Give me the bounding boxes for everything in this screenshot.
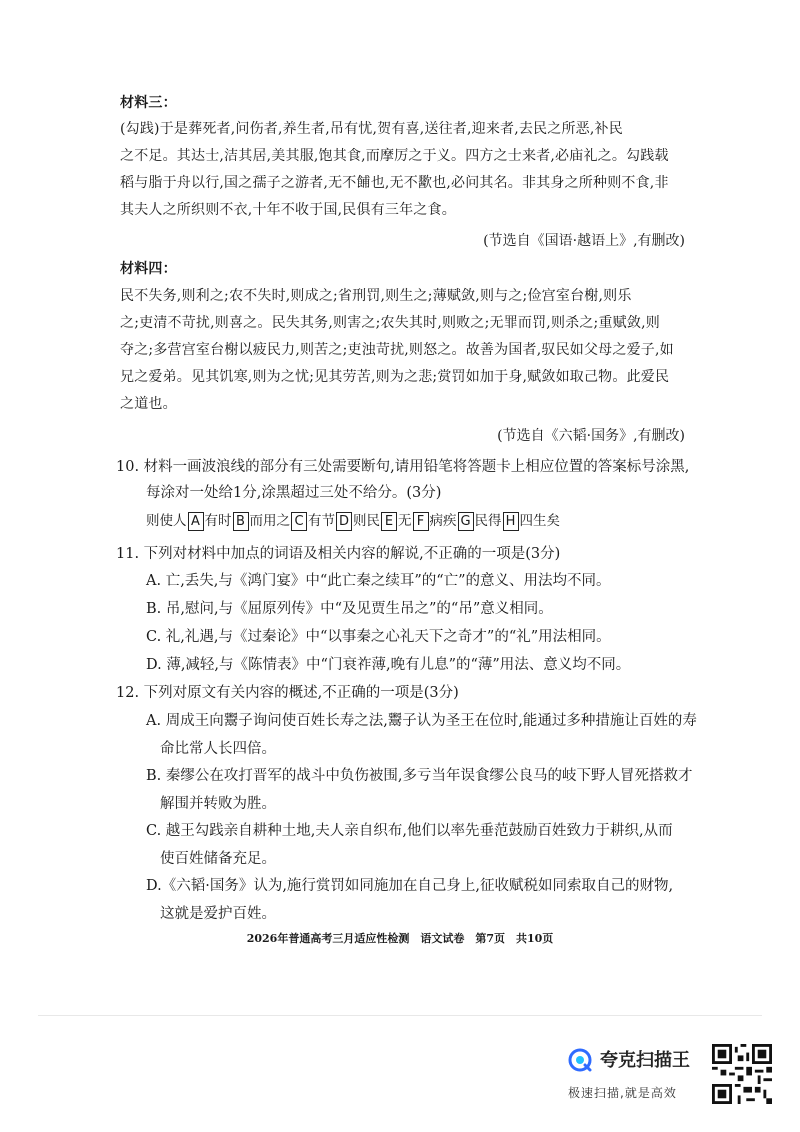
- material3-line-1: (勾践)于是葬死者,问伤者,养生者,吊有忧,贺有喜,送往者,迎来者,去民之所恶,补民: [120, 121, 623, 137]
- q10-segment: 而用之: [249, 513, 290, 529]
- material4-source: (节选自《六韬·国务》,有删改): [497, 428, 685, 444]
- q10-box-g[interactable]: G: [458, 512, 474, 531]
- material4-line-1: 民不失务,则利之;农不失时,则成之;省刑罚,则生之;薄赋敛,则与之;俭宫室台榭,则乐: [120, 288, 632, 304]
- q11-option-c: C. 礼,礼遇,与《过秦论》中“以事秦之心礼天下之奇才”的“礼”用法相同。: [146, 629, 611, 645]
- q11-stem: 11. 下列对材料中加点的词语及相关内容的解说,不正确的一项是(3分): [116, 546, 561, 562]
- q10-segment: 有时: [204, 513, 232, 529]
- q12-option-b-cont: 解围并转败为胜。: [160, 796, 276, 812]
- q12-option-c: C. 越王勾践亲自耕种土地,夫人亲自织布,他们以率先垂范鼓励百姓致力于耕织,从而: [146, 823, 673, 839]
- q10-box-a[interactable]: A: [188, 512, 204, 531]
- brand-slogan: 极速扫描,就是高效: [568, 1086, 677, 1100]
- divider: [38, 1015, 762, 1016]
- q10-segment: 则使人: [146, 513, 187, 529]
- material3-line-4: 其夫人之所织则不衣,十年不收于国,民俱有三年之食。: [120, 202, 456, 218]
- q12-stem: 12. 下列对原文有关内容的概述,不正确的一项是(3分): [116, 685, 459, 701]
- q12-option-a: A. 周成王向鬻子询问使百姓长寿之法,鬻子认为圣王在位时,能通过多种措施让百姓的寿: [146, 713, 697, 729]
- material4-heading: 材料四：: [120, 261, 177, 277]
- q12-option-c-cont: 使百姓储备充足。: [160, 851, 276, 867]
- q10-box-d[interactable]: D: [336, 512, 352, 531]
- brand-name: 夸克扫描王: [600, 1050, 690, 1071]
- scanner-watermark: [568, 1040, 708, 1110]
- q10-segment: 有节: [308, 513, 335, 529]
- q10-box-c[interactable]: C: [291, 512, 307, 531]
- q10-segment: 则民: [353, 513, 380, 529]
- q12-option-a-cont: 命比常人长四倍。: [160, 741, 276, 757]
- quark-logo-icon: [568, 1048, 592, 1072]
- material3-source: (节选自《国语·越语上》,有删改): [483, 233, 685, 249]
- material3-line-2: 之不足。其达士,洁其居,美其服,饱其食,而摩厉之于义。四方之士来者,必庙礼之。勾践载: [120, 148, 669, 164]
- q10-box-e[interactable]: E: [381, 512, 397, 531]
- material4-line-5: 之道也。: [120, 396, 177, 412]
- q10-break-line: [146, 509, 560, 531]
- material4-line-4: 兄之爱弟。见其饥寒,则为之忧;见其劳苦,则为之悲;赏罚如加于身,赋敛如取己物。此爱民: [120, 369, 670, 385]
- q10-box-b[interactable]: B: [233, 512, 249, 531]
- material4-line-3: 夺之;多营宫室台榭以疲民力,则苦之;吏浊苛扰,则怒之。故善为国者,驭民如父母之爱子,如: [120, 342, 674, 358]
- q10-box-h[interactable]: H: [503, 512, 519, 531]
- q10-segment: 民得: [474, 513, 502, 529]
- q11-option-d: D. 薄,减轻,与《陈情表》中“门衰祚薄,晚有儿息”的“薄”用法、意义均不同。: [146, 657, 631, 673]
- q10-segment: 四生矣: [519, 513, 560, 529]
- q10-box-f[interactable]: F: [413, 512, 429, 531]
- q10-stem-line-1: 10. 材料一画波浪线的部分有三处需要断句,请用铅笔将答题卡上相应位置的答案标号涂黑,: [116, 459, 690, 475]
- material3-line-3: 稻与脂于舟以行,国之孺子之游者,无不餔也,无不歠也,必问其名。非其身之所种则不食,非: [120, 175, 669, 191]
- q10-segment: 无: [398, 513, 412, 529]
- q12-option-d-cont: 这就是爱护百姓。: [160, 906, 276, 922]
- q10-stem-line-2: 每涂对一处给1分,涂黑超过三处不给分。(3分): [146, 485, 442, 501]
- page-footer: 2026年普通高考三月适应性检测 语文试卷 第7页 共10页: [246, 932, 554, 945]
- q12-option-d: D.《六韬·国务》认为,施行赏罚如同施加在自己身上,征收赋税如同索取自己的财物,: [146, 878, 674, 894]
- q12-option-b: B. 秦缪公在攻打晋军的战斗中负伤被围,多亏当年误食缪公良马的岐下野人冒死搭救才: [146, 768, 693, 784]
- q11-option-b: B. 吊,慰问,与《屈原列传》中“及见贾生吊之”的“吊”意义相同。: [146, 601, 553, 617]
- qr-code-icon: [712, 1044, 772, 1104]
- material3-heading: 材料三：: [120, 95, 177, 111]
- material4-line-2: 之;吏清不苛扰,则喜之。民失其务,则害之;农失其时,则败之;无罪而罚,则杀之;重赋敛,则: [120, 315, 660, 331]
- q11-option-a: A. 亡,丢失,与《鸿门宴》中“此亡秦之续耳”的“亡”的意义、用法均不同。: [146, 573, 611, 589]
- q10-segment: 病疾: [429, 513, 457, 529]
